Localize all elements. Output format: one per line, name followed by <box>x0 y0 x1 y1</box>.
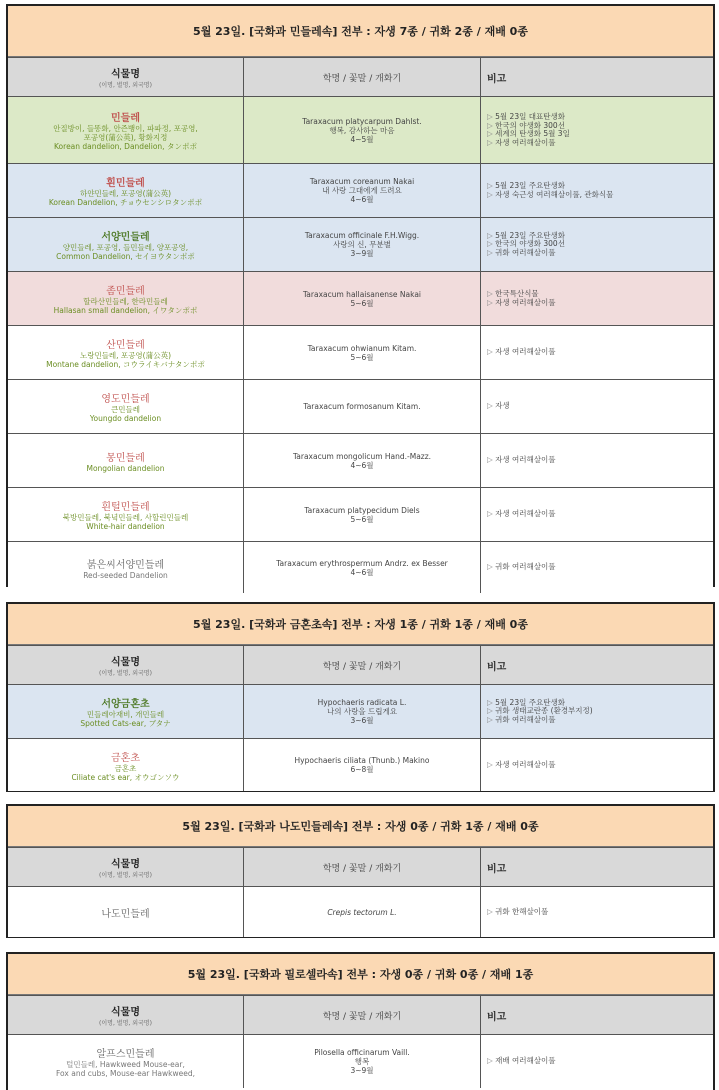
plant-alias: Korean Dandelion, チョウセンシロタンポポ <box>48 198 203 207</box>
sci-name: Taraxacum platypecidum Diels <box>304 505 420 515</box>
note-item: ▷ 한국특산식물 <box>487 290 707 299</box>
section-title: 5월 23일. [국화과 금혼초속] 전부 : 자생 1종 / 귀화 1종 / 재배 0종 <box>8 604 713 645</box>
plant-alias: 하얀민들레, 포공영(蒲公英) <box>79 189 172 198</box>
note-item: ▷ 자생 여러해살이풀 <box>487 510 707 519</box>
plant-alias: 양민들레, 포공영, 들민들레, 양포공영, <box>62 243 189 252</box>
table-row <box>8 325 713 379</box>
note-item: ▷ 귀화 여러해살이풀 <box>487 249 707 258</box>
note-item: ▷ 한국의 야생화 300선 <box>487 122 707 131</box>
plant-alias: Hallasan small dandelion, イワタンポポ <box>53 306 198 315</box>
flower-meaning: 행복, 감사하는 마음 <box>329 125 395 135</box>
plant-alias: White-hair dandelion <box>86 522 165 531</box>
plant-alias: Spotted Cats-ear, ブタナ <box>80 719 171 728</box>
plant-alias: Youngdo dandelion <box>89 414 162 423</box>
note-item: ▷ 귀화 여러해살이풀 <box>487 716 707 725</box>
plant-name: 나도민들레 <box>101 908 150 920</box>
table-header <box>8 995 713 1034</box>
table-row <box>8 886 713 937</box>
plant-alias: 민들레아재비, 개민들레 <box>86 710 165 719</box>
header-sci: 학명 / 꽃말 / 개화기 <box>244 848 481 886</box>
header-sci: 학명 / 꽃말 / 개화기 <box>244 996 481 1034</box>
plant-name: 붉은씨서양민들레 <box>86 559 165 571</box>
note-item: ▷ 자생 여러해살이풀 <box>487 348 707 357</box>
plant-name: 알프스민들레 <box>96 1049 155 1060</box>
note-item: ▷ 5월 23일 대표탄생화 <box>487 113 707 122</box>
bloom-period: 4~6월 <box>350 460 374 470</box>
note-item: ▷ 자생 <box>487 402 707 411</box>
bloom-period: 4~5월 <box>350 134 374 144</box>
note-item: ▷ 자생 숙근성 여러해살이풀, 관화식물 <box>487 191 707 200</box>
table-row <box>8 541 713 593</box>
note-item: ▷ 귀화 여러해살이풀 <box>487 563 707 572</box>
sci-name: Taraxacum ohwianum Kitam. <box>307 343 417 353</box>
header-name-sub: (이명, 별명, 외국명) <box>99 670 152 677</box>
note-item: ▷ 5월 23일 주요탄생화 <box>487 182 707 191</box>
plant-name: 서양금혼초 <box>101 699 150 710</box>
section-table-pilosella <box>6 952 715 1090</box>
header-name: 식물명 <box>111 69 140 80</box>
sci-name: Crepis tectorum L. <box>327 907 397 917</box>
sci-name: Taraxacum platycarpum Dahlst. <box>302 116 422 126</box>
note-item: ▷ 귀화 한해살이풀 <box>487 908 707 917</box>
header-note: 비고 <box>487 1011 507 1023</box>
bloom-period: 3~6월 <box>350 716 374 725</box>
plant-name: 민들레 <box>111 113 140 124</box>
bloom-period: 3~9월 <box>350 249 374 258</box>
table-header <box>8 645 713 684</box>
plant-alias: Common Dandelion, セイヨウタンポポ <box>56 252 195 261</box>
plant-name: 영도민들레 <box>101 394 150 405</box>
flower-meaning: 행복 <box>354 1057 370 1066</box>
table-row <box>8 1034 713 1088</box>
section-table-crepis <box>6 804 715 938</box>
table-row <box>8 96 713 163</box>
plant-name: 서양민들레 <box>101 232 150 243</box>
flower-meaning: 내 사랑 그대에게 드려요 <box>322 186 402 195</box>
bloom-period: 5~6월 <box>350 514 374 524</box>
table-row <box>8 433 713 487</box>
plant-alias: 할라산민들레, 한라민들레 <box>83 297 168 306</box>
bloom-period: 5~6월 <box>350 298 374 308</box>
plant-alias: Korean dandelion, Dandelion, タンポポ <box>54 142 197 151</box>
section-title: 5월 23일. [국화과 필로셀라속] 전부 : 자생 0종 / 귀화 0종 / 재배 1종 <box>8 954 713 995</box>
header-name: 식물명 <box>111 657 140 668</box>
plant-alias: 털민들레, Hawkweed Mouse-ear, <box>66 1060 185 1069</box>
table-header <box>8 847 713 886</box>
section-table-dandelion <box>6 4 715 587</box>
section-title: 5월 23일. [국화과 민들레속] 전부 : 자생 7종 / 귀화 2종 / 재배 0종 <box>8 6 713 57</box>
sci-name: Taraxacum hallaisanense Nakai <box>302 289 422 299</box>
plant-alias: 금혼초 <box>114 763 137 773</box>
plant-name: 금혼초 <box>111 752 140 764</box>
plant-alias: 안질방이, 들똥화, 안즌뱅이, 파파정, 포공영, <box>53 124 198 133</box>
plant-name: 몽민들레 <box>106 452 145 464</box>
bloom-period: 5~6월 <box>350 352 374 362</box>
table-row <box>8 684 713 738</box>
sci-name: Hypochaeris ciliata (Thunb.) Makino <box>294 756 430 765</box>
table-row <box>8 487 713 541</box>
header-sci: 학명 / 꽃말 / 개화기 <box>244 646 481 684</box>
note-item: ▷ 자생 여러해살이풀 <box>487 299 707 308</box>
bloom-period: 4~6월 <box>350 195 374 204</box>
sci-name: Pilosella officinarum Vaill. <box>314 1048 410 1057</box>
table-header <box>8 57 713 96</box>
plant-alias: 포공영(蒲公英), 황화지정 <box>83 133 168 142</box>
section-title: 5월 23일. [국화과 나도민들레속] 전부 : 자생 0종 / 귀화 1종 / 재배 0종 <box>8 806 713 847</box>
table-row <box>8 738 713 791</box>
note-item: ▷ 한국의 야생화 300선 <box>487 240 707 249</box>
flower-meaning: 나의 사랑을 드립게요 <box>327 707 397 716</box>
header-name: 식물명 <box>111 859 140 870</box>
note-item: ▷ 귀화 생태교란종 (환경부지정) <box>487 707 707 716</box>
table-row <box>8 163 713 217</box>
plant-name: 좀민들레 <box>106 286 145 297</box>
plant-alias: Mongolian dandelion <box>86 463 165 473</box>
header-name-sub: (이명, 별명, 외국명) <box>99 1020 152 1027</box>
plant-name: 흰털민들레 <box>101 502 150 513</box>
note-item: ▷ 세계의 탄생화 5월 3일 <box>487 130 707 139</box>
sci-name: Taraxacum coreanum Nakai <box>309 177 415 186</box>
header-name: 식물명 <box>111 1007 140 1018</box>
sci-name: Hypochaeris radicata L. <box>317 698 407 707</box>
sci-name: Taraxacum mongolicum Hand.-Mazz. <box>292 451 432 461</box>
header-sci: 학명 / 꽃말 / 개화기 <box>244 58 481 96</box>
bloom-period: 3~9월 <box>350 1066 374 1075</box>
sci-name: Taraxacum officinale F.H.Wigg. <box>304 231 420 240</box>
header-name-sub: (이명, 별명, 외국명) <box>99 872 152 879</box>
plant-alias: 큰민들레 <box>111 405 140 414</box>
plant-name: 흰민들레 <box>106 178 145 189</box>
flower-meaning: 사랑의 신, 무분별 <box>333 240 391 249</box>
note-item: ▷ 자생 여러해살이풀 <box>487 456 707 465</box>
note-item: ▷ 5월 23일 주요탄생화 <box>487 699 707 708</box>
plant-name: 산민들레 <box>106 340 145 351</box>
plant-alias: Montane dandelion, コウライキバナタンポポ <box>46 360 205 369</box>
bloom-period: 4~6월 <box>350 567 374 577</box>
table-row <box>8 217 713 271</box>
table-row <box>8 379 713 433</box>
sci-name: Taraxacum formosanum Kitam. <box>303 402 421 411</box>
header-note: 비고 <box>487 863 507 875</box>
note-item: ▷ 5월 23일 주요탄생화 <box>487 232 707 241</box>
plant-alias: Ciliate cat's ear, オウゴンソウ <box>71 772 180 782</box>
note-item: ▷ 재배 여러해살이풀 <box>487 1057 707 1066</box>
plant-alias: 노랑민들레, 포공영(蒲公英) <box>79 351 172 360</box>
plant-alias: Red-seeded Dandelion <box>83 570 168 580</box>
header-name-sub: (이명, 별명, 외국명) <box>99 82 152 89</box>
bloom-period: 6~8월 <box>350 765 374 774</box>
header-note: 비고 <box>487 73 507 85</box>
sci-name: Taraxacum erythrospermum Andrz. ex Besser <box>276 558 448 568</box>
plant-alias: Fox and cubs, Mouse-ear Hawkweed, <box>56 1069 195 1078</box>
note-item: ▷ 자생 여러해살이풀 <box>487 139 707 148</box>
section-table-hypochaeris <box>6 602 715 792</box>
table-row <box>8 271 713 325</box>
note-item: ▷ 자생 여러해살이풀 <box>487 761 707 770</box>
plant-alias: 북방민들레, 북녘민들레, 사할린민들레 <box>62 513 189 522</box>
header-note: 비고 <box>487 661 507 673</box>
